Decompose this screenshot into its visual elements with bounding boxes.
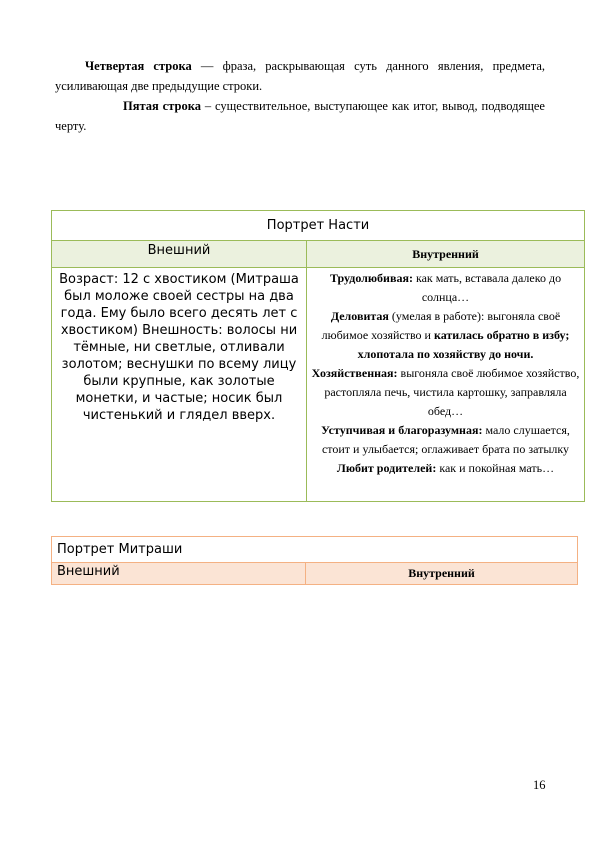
fifth-line-term: Пятая строка xyxy=(123,99,201,113)
trait-term: Уступчивая и благоразумная: xyxy=(321,423,483,437)
table-nastya-portrait xyxy=(51,210,585,502)
fourth-line-term: Четвертая строка xyxy=(85,59,192,73)
table-mitrasha-title: Портрет Митраши xyxy=(52,537,578,563)
table-nastya-col-internal: Внутренний xyxy=(307,241,585,268)
table-nastya-external-cell: Возраст: 12 с хвостиком (Митраша был моложе своей сестры на два года. Ему было всего десять лет с хвостиком) Внешность: волосы ни тёмные, ни светлые, отливали золотом; веснушки по всему лицу были крупные, как золотые монетки, и частые; носик был чистенький и глядел вверх. xyxy=(52,268,307,502)
table-nastya-title: Портрет Насти xyxy=(52,211,585,241)
paragraph-fifth-line xyxy=(55,96,545,136)
trait-text: выгоняла своё любимое хозяйство, растопляла печь, чистила картошку, заправляла обед… xyxy=(324,366,580,418)
table-mitrasha-col-external: Внешний xyxy=(52,563,306,585)
page-number: 16 xyxy=(533,778,546,792)
fourth-line-definition: — фраза, раскрывающая суть данного явления, предмета, усиливающая две предыдущие строки. xyxy=(55,59,545,93)
table-mitrasha-portrait xyxy=(51,536,578,585)
fifth-line-definition: – существительное, выступающее как итог, вывод, подводящее черту. xyxy=(55,99,545,133)
trait-term: катилась обратно в избу; хлопотала по хозяйству до ночи. xyxy=(357,328,570,361)
trait-term: Трудолюбивая: xyxy=(329,271,413,285)
trait-text: как и покойная мать… xyxy=(436,461,555,475)
trait-term: Любит родителей: xyxy=(336,461,437,475)
paragraph-fourth-line xyxy=(55,56,545,96)
trait-text: (умелая в работе): выгоняла своё любимое хозяйство и xyxy=(321,309,561,342)
table-nastya-col-external: Внешний xyxy=(52,241,307,268)
trait-term: Деловитая xyxy=(330,309,389,323)
trait-term: Хозяйственная: xyxy=(311,366,398,380)
trait-text: как мать, вставала далеко до солнца… xyxy=(412,271,562,304)
table-nastya-internal-cell xyxy=(307,268,585,502)
table-mitrasha-col-internal: Внутренний xyxy=(306,563,578,585)
trait-text: мало слушается, стоит и улыбается; оглаживает брата по затылку xyxy=(321,423,570,456)
